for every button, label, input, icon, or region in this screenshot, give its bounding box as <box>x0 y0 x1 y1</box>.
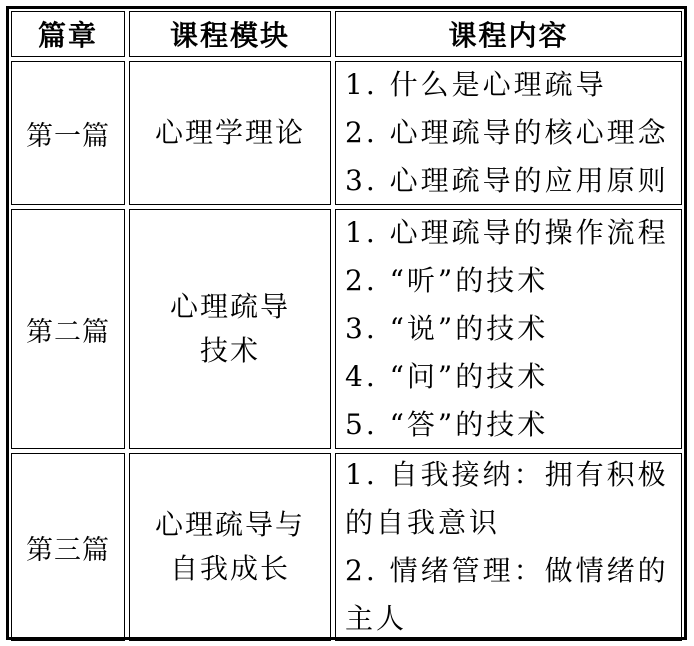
content-item: 1. 什么是心理疏导 <box>345 68 607 101</box>
content-cell <box>333 207 684 451</box>
content-cell <box>333 451 684 643</box>
module-line: 心理疏导与 <box>154 508 305 541</box>
chapter-label: 第二篇 <box>26 316 110 348</box>
chapter-label: 第三篇 <box>26 534 110 566</box>
chapter-label: 第一篇 <box>26 120 110 152</box>
module-cell <box>127 207 333 451</box>
course-table-grid <box>9 9 684 643</box>
module-line: 心理学理论 <box>154 116 305 149</box>
module-label <box>155 503 305 591</box>
content-item: 主人 <box>345 602 408 635</box>
content-item: 2. “听”的技术 <box>345 264 549 297</box>
chapter-cell <box>9 451 127 643</box>
header-chapter-cell <box>9 9 127 59</box>
table-row <box>9 59 684 207</box>
module-line: 自我成长 <box>169 552 290 585</box>
header-module: 课程模块 <box>129 11 331 57</box>
table-row <box>9 451 684 643</box>
content-item: 1. 心理疏导的操作流程 <box>345 216 669 249</box>
header-content: 课程内容 <box>335 11 682 57</box>
content-item: 1. 自我接纳：拥有积极 <box>345 458 669 491</box>
chapter-cell <box>9 59 127 207</box>
chapter-cell <box>9 207 127 451</box>
content-item: 2. 心理疏导的核心理念 <box>345 116 669 149</box>
content-item: 4. “问”的技术 <box>345 360 549 393</box>
course-table <box>6 6 687 640</box>
header-module-cell <box>127 9 333 59</box>
table-row <box>9 207 684 451</box>
table-header-row <box>9 9 684 59</box>
content-cell <box>333 59 684 207</box>
module-label <box>170 285 290 373</box>
module-cell <box>127 59 333 207</box>
header-content-cell <box>333 9 684 59</box>
content-item: 2. 情绪管理：做情绪的 <box>345 554 669 587</box>
module-cell <box>127 451 333 643</box>
content-item: 5. “答”的技术 <box>345 408 549 441</box>
module-label <box>155 111 305 155</box>
content-item: 3. “说”的技术 <box>345 312 549 345</box>
content-item: 的自我意识 <box>345 506 501 539</box>
module-line: 心理疏导 <box>169 290 290 323</box>
content-item: 3. 心理疏导的应用原则 <box>345 164 669 197</box>
module-line: 技术 <box>199 334 260 367</box>
header-chapter: 篇章 <box>11 11 125 57</box>
